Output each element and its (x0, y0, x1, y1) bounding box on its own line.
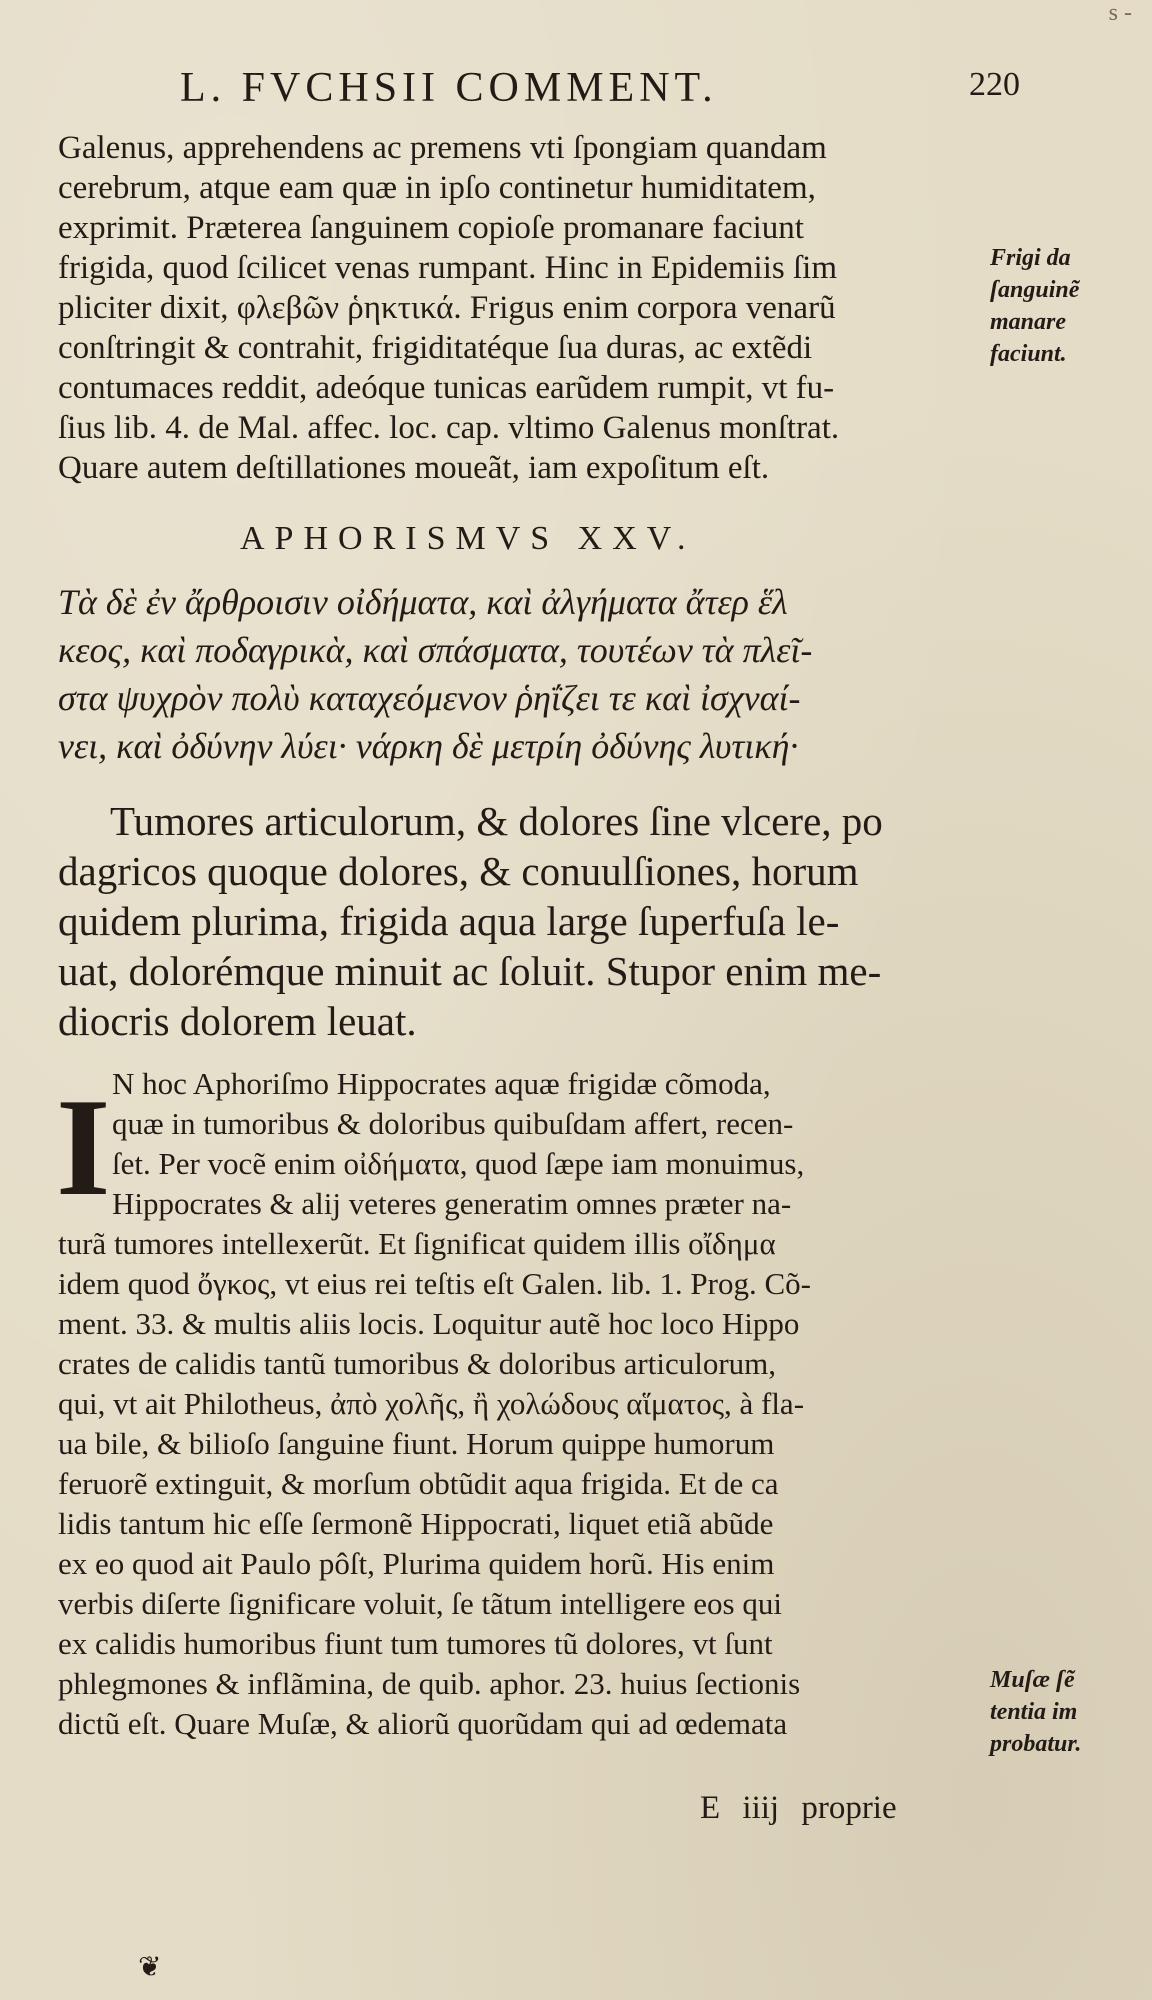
text-line: verbis diſerte ſignificare voluit, ſe tãtum intelligere eos qui (58, 1586, 782, 1621)
text-line: ex eo quod ait Paulo pôſt, Plurima quidem horũ. His enim (58, 1546, 775, 1581)
text-line: exprimit. Præterea ſanguinem copioſe promanare faciunt (58, 210, 804, 246)
text-line: feruorẽ extinguit, & morſum obtũdit aqua frigida. Et de ca (58, 1466, 779, 1501)
margin-note-line: Muſæ ſẽ (990, 1667, 1075, 1693)
translation-line: uat, dolorémque minuit ac ſoluit. Stupor enim me- (58, 948, 882, 994)
aphorism-heading: APHORISMVS XXV. (240, 520, 696, 557)
text-line: Hippocrates & alij veteres generatim omnes præter na- (112, 1186, 792, 1221)
text-line: crates de calidis tantũ tumoribus & doloribus articulorum, (58, 1346, 777, 1381)
text-line: conſtringit & contrahit, frigiditatéque ſua duras, ac extẽdi (58, 330, 813, 366)
margin-note-line: tentia im (990, 1699, 1078, 1725)
text-line: ment. 33. & multis aliis locis. Loquitur autẽ hoc loco Hippo (58, 1306, 800, 1341)
text-line: dictũ eſt. Quare Muſæ, & aliorũ quorũdam qui ad œdemata (58, 1706, 788, 1741)
latin-translation (58, 796, 998, 1046)
corner-mark: s - (1108, 0, 1132, 26)
text-line: frigida, quod ſcilicet venas rumpant. Hinc in Epidemiis ſim (58, 250, 837, 286)
margin-note-line: faciunt. (990, 341, 1067, 367)
greek-aphorism (58, 578, 998, 770)
margin-note-line: manare (990, 309, 1067, 335)
greek-line: κεος, καὶ ποδαγρικὰ, καὶ σπάσματα, τουτέων τὰ πλεῖ- (58, 630, 813, 670)
text-line: contumaces reddit, adeóque tunicas earũdem rumpit, vt fu- (58, 370, 835, 406)
margin-note-line: ſanguinẽ (990, 277, 1080, 303)
translation-line: Tumores articulorum, & dolores ſine vlcere, po (110, 798, 883, 844)
text-line: ſet. Per vocẽ enim οἰδήματα, quod ſæpe iam monuimus, (112, 1146, 805, 1181)
text-line: idem quod ὄγκος, vt eius rei teſtis eſt Galen. lib. 1. Prog. Cõ- (58, 1266, 811, 1301)
fleuron-ornament: ❦ (138, 1952, 162, 1983)
text-line: lidis tantum hic eſſe ſermonẽ Hippocrati, liquet etiã abũde (58, 1506, 774, 1541)
text-line: N hoc Aphoriſmo Hippocrates aquæ frigidæ cõmoda, (112, 1066, 771, 1101)
page-number: 220 (969, 66, 1020, 103)
page-header (160, 64, 1020, 114)
greek-line: Τὰ δὲ ἐν ἄρθροισιν οἰδήματα, καὶ ἀλγήματα ἄτερ ἕλ (58, 582, 788, 622)
translation-line: diocris dolorem leuat. (58, 998, 417, 1044)
text-line: qui, vt ait Philotheus, ἀπὸ χολῆς, ἢ χολώδους αἵματος, à fla- (58, 1386, 805, 1421)
text-line: Quare autem deſtillationes moueãt, iam expoſitum eſt. (58, 450, 770, 486)
text-line: Galenus, apprehendens ac premens vti ſpongiam quandam (58, 130, 827, 166)
text-line: phlegmones & inflãmina, de quib. aphor. 23. huius ſectionis (58, 1666, 801, 1701)
signature-catchword: E iiij proprie (700, 1790, 897, 1826)
text-line: quæ in tumoribus & doloribus quibuſdam affert, recen- (112, 1106, 794, 1141)
margin-note-frigida (990, 242, 1120, 370)
greek-line: νει, καὶ ὀδύνην λύει· νάρκη δὲ μετρίη ὀδύνης λυτική· (58, 726, 799, 766)
translation-line: dagricos quoque dolores, & conuulſiones, horum (58, 848, 859, 894)
greek-line: στα ψυχρὸν πολὺ καταχεόμενον ῥηΐζει τε καὶ ἰσχναί- (58, 678, 801, 718)
text-line: ex calidis humoribus fiunt tum tumores tũ dolores, vt ſunt (58, 1626, 773, 1661)
commentary-paragraph-2 (58, 1064, 998, 1744)
running-title: L. FVCHSII COMMENT. (180, 65, 718, 111)
text-line: turã tumores intellexerũt. Et ſignificat quidem illis οἴδημα (58, 1226, 776, 1261)
text-line: ſius lib. 4. de Mal. affec. loc. cap. vltimo Galenus monſtrat. (58, 410, 840, 446)
commentary-paragraph-1 (58, 128, 998, 488)
translation-line: quidem plurima, frigida aqua large ſuperfuſa le- (58, 898, 840, 944)
text-line: cerebrum, atque eam quæ in ipſo continetur humiditatem, (58, 170, 816, 206)
margin-note-line: probatur. (990, 1731, 1082, 1757)
text-line: ua bile, & bilioſo ſanguine fiunt. Horum quippe humorum (58, 1426, 775, 1461)
text-line: pliciter dixit, φλεβῶν ῥηκτικά. Frigus enim corpora venarũ (58, 290, 836, 326)
margin-note-line: Frigi da (990, 245, 1071, 271)
margin-note-musae (990, 1664, 1120, 1760)
decorated-initial: I (56, 1070, 111, 1225)
